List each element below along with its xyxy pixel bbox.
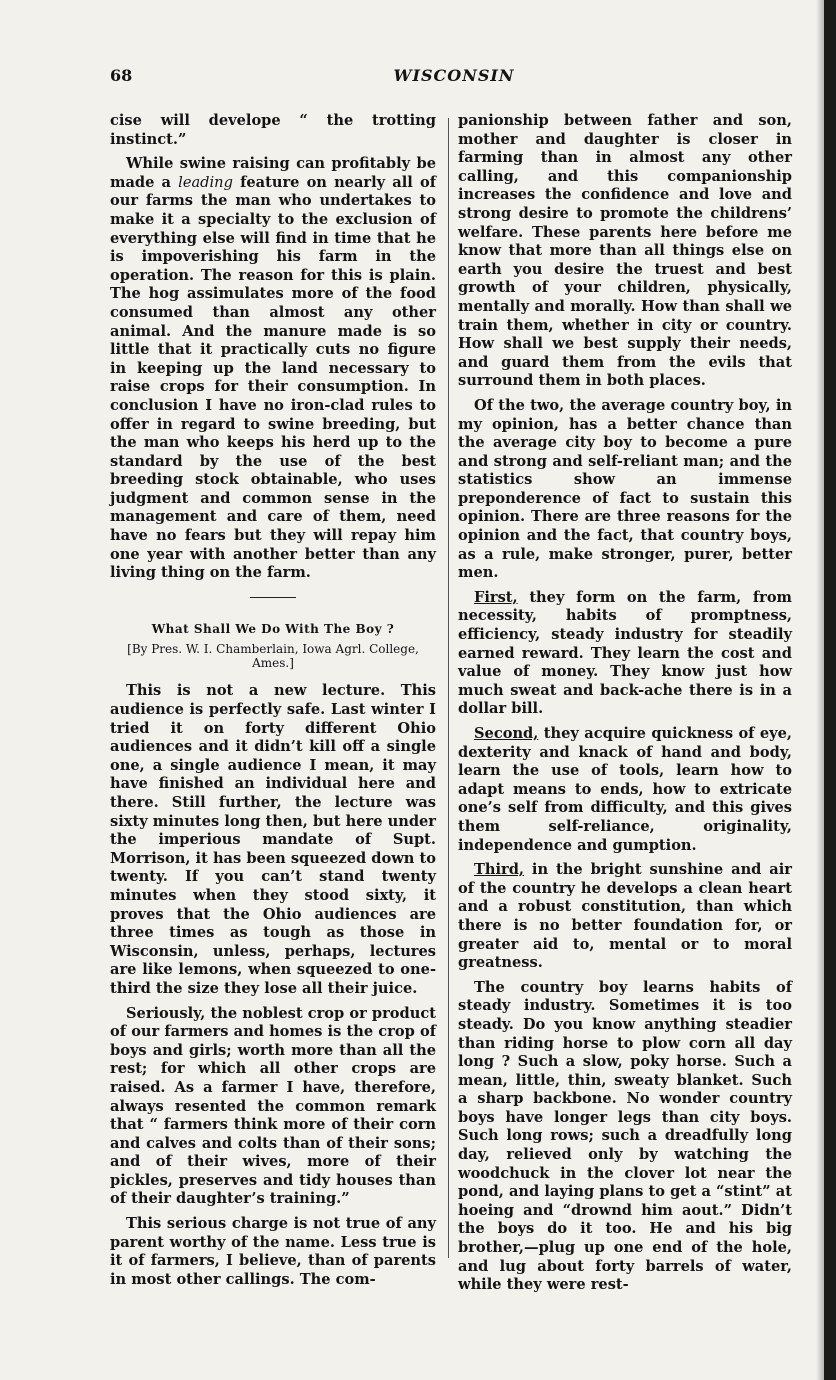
page-edge xyxy=(824,0,836,1380)
paragraph: This serious charge is not true of any parent worthy of the name. Less true is it of farmers, I believe, than of parents in most other callings. The com- xyxy=(110,1215,436,1288)
underlined-lead: First, xyxy=(474,588,518,606)
text-run: they acquire quickness of eye, dexterity and knack of hand and body, learn the use of tools, learn how to adapt means to ends, how to extricate one’s self from difficulty, and this gives them self-reliance, originality, independence and gumption. xyxy=(458,725,792,854)
underlined-lead: Third, xyxy=(474,861,524,879)
page-edge-shadow xyxy=(816,0,824,1380)
paragraph: This is not a new lecture. This audience is perfectly safe. Last winter I tried it on forty different Ohio audiences and it didn’t kill off a single one, a single audience I mean, it may have finished an individual here and there. Still further, the lecture was sixty minutes long then, but here under the imperious mandate of Supt. Morrison, it has been squeezed down to twenty. If you can’t stand twenty minutes when they stood sixty, it proves that the Ohio audiences are three times as tough as those in Wisconsin, unless, perhaps, lectures are like lemons, when squeezed to one-third the size they lose all their juice. xyxy=(110,682,436,997)
text-run: feature on nearly all of our farms the man who undertakes to make it a specialty to the exclusion of everything else will find in time that he is impoverishing his farm in the operation. The reason for this is plain. The hog assimulates more of the food consumed than almost any other animal. And the manure made is so little that it practically cuts no figure in keeping up the land necessary to raise crops for their consumption. In conclusion I have no iron-clad rules to offer in regard to swine breeding, but the man who keeps his herd up to the standard by the use of the best breeding stock obtainable, who uses judgment and common sense in the management and care of them, need have no fears but they will repay him one year with another better than any living thing on the farm. xyxy=(110,173,436,582)
text-run: in the bright sunshine and air of the country he develops a clean heart and a robust constitution, than which there is no better foundation for, or greater aid to, mental or to moral greatness. xyxy=(458,861,792,972)
section-divider xyxy=(250,597,296,598)
paragraph xyxy=(110,155,436,583)
byline: [By Pres. W. I. Chamberlain, Iowa Agrl. College, Ames.] xyxy=(127,642,419,671)
paragraph xyxy=(458,589,792,719)
right-column xyxy=(458,112,792,1301)
page-header xyxy=(110,66,798,88)
section-heading: What Shall We Do With The Boy ? xyxy=(151,621,395,636)
text-run: While swine raising can profitably be made a xyxy=(110,155,436,191)
paragraph: The country boy learns habits of steady industry. Sometimes it is too steady. Do you know anything steadier than riding horse to plow corn all day long ? Such a slow, poky horse. Such a mean, little, thin, sweaty blanket. Such a sharp backbone. No wonder country boys have longer legs than city boys. Such long rows; such a dreadfully long day, relieved only by watching the woodchuck in the clover lot near the pond, and laying plans to get a “stint” at hoeing and “drownd him aout.” Didn’t the boys do it too. He and his big brother,—plug up one end of the hole, and lug about forty barrels of water, while they were rest- xyxy=(458,978,792,1294)
paragraph: Of the two, the average country boy, in my opinion, has a better chance than the average city boy to become a pure and strong and self-reliant man; and the statistics show an immense preponderence of fact to sustain this opinion. There are three reasons for the opinion and the fact, that country boys, as a rule, make stronger, purer, better men. xyxy=(458,396,792,582)
column-divider xyxy=(448,118,449,1258)
underlined-lead: Second, xyxy=(474,725,539,742)
emphasis: leading xyxy=(178,173,233,191)
paragraph: panionship between father and son, mother and daughter is closer in farming than in almost any other calling, and this companionship increases the confidence and love and strong desire to promote the childrens’ welfare. These parents here before me know that more than all things else on earth you desire the truest and best growth of your children, physically, mentally and morally. How than shall we train them, whether in city or country. How shall we best supply their needs, and guard them from the evils that surround them in both places. xyxy=(458,112,792,390)
page-number: 68 xyxy=(110,66,133,85)
paragraph: cise will develope “ the trotting instinct.” xyxy=(110,112,436,148)
paragraph xyxy=(458,725,792,855)
text-run: they form on the farm, from necessity, habits of promptness, efficiency, steady industry for steadily earned reward. They learn the cost and value of money. They know just how much sweat and back-ache there is in a dollar bill. xyxy=(458,588,792,718)
left-column xyxy=(110,112,436,1295)
paragraph: Seriously, the noblest crop or product of our farmers and homes is the crop of boys and girls; worth more than all the rest; for which all other crops are raised. As a farmer I have, therefore, always resented the common remark that “ farmers think more of their corn and calves and colts than of their sons; and of their wives, more of their pickles, preserves and tidy houses than of their daughter’s training.” xyxy=(110,1004,436,1208)
paragraph xyxy=(458,861,792,973)
running-title: WISCONSIN xyxy=(393,66,515,85)
